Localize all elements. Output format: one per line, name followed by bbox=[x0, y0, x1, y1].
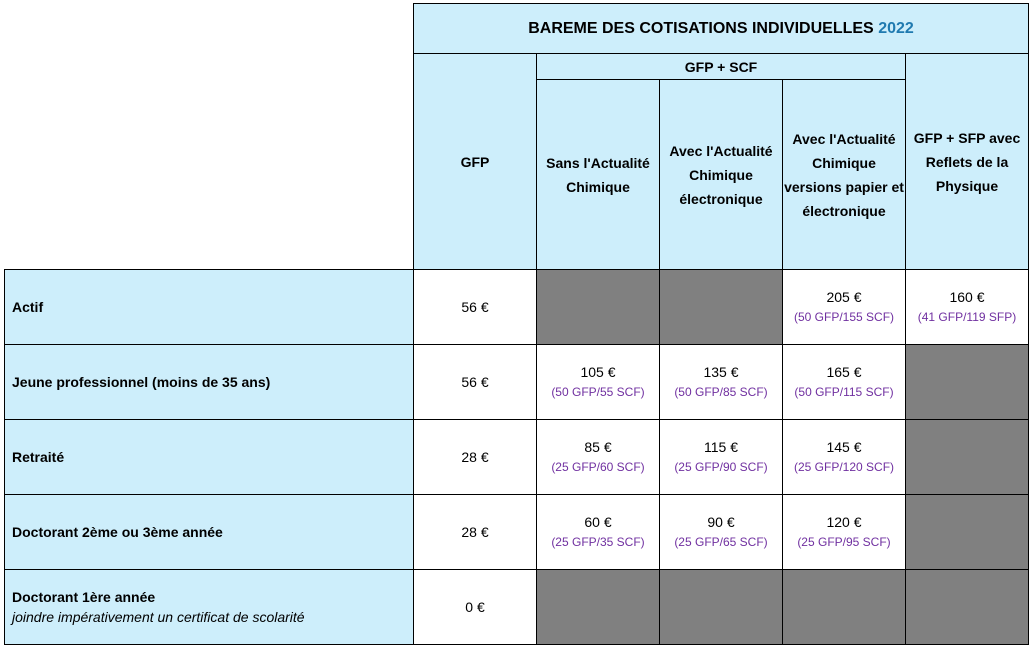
header-avec-electronique bbox=[659, 79, 783, 270]
header-sans-label: Sans l'Actualité Chimique bbox=[546, 154, 650, 195]
row-header bbox=[4, 569, 414, 645]
price-breakdown: (50 GFP/155 SCF) bbox=[793, 310, 895, 324]
title-text: BAREME DES COTISATIONS INDIVIDUELLES bbox=[528, 19, 874, 37]
price-value: 90 € bbox=[707, 514, 735, 530]
unavailable-cell bbox=[536, 569, 660, 645]
price-breakdown: (50 GFP/115 SCF) bbox=[794, 385, 894, 399]
header-gfp-scf-label: GFP + SCF bbox=[684, 58, 758, 75]
header-gfp bbox=[413, 53, 537, 270]
price-value: 160 € bbox=[949, 289, 985, 305]
gfp-price: 56 € bbox=[461, 299, 489, 315]
price-value: 105 € bbox=[580, 364, 616, 380]
gfp-cell bbox=[413, 569, 537, 645]
header-gfp-sfp bbox=[905, 53, 1029, 270]
row-label: Actif bbox=[12, 299, 44, 315]
header-avec-papier-electronique bbox=[782, 79, 906, 270]
price-breakdown: (41 GFP/119 SFP) bbox=[917, 310, 1017, 324]
title-year: 2022 bbox=[878, 19, 914, 37]
sfp-cell bbox=[905, 269, 1029, 345]
row-header bbox=[4, 344, 414, 420]
price-breakdown: (25 GFP/95 SCF) bbox=[797, 535, 891, 549]
price-breakdown: (25 GFP/65 SCF) bbox=[674, 535, 768, 549]
unavailable-cell bbox=[905, 344, 1029, 420]
price-value: 85 € bbox=[584, 439, 612, 455]
row-label: Jeune professionnel (moins de 35 ans) bbox=[12, 374, 271, 390]
sans-cell bbox=[536, 494, 660, 570]
row-label: Doctorant 1ère année bbox=[12, 589, 156, 605]
price-breakdown: (25 GFP/60 SCF) bbox=[551, 460, 645, 474]
header-gfp-label: GFP bbox=[460, 153, 490, 170]
price-value: 120 € bbox=[826, 514, 862, 530]
unavailable-cell bbox=[905, 494, 1029, 570]
price-value: 165 € bbox=[826, 364, 862, 380]
elec-cell bbox=[659, 419, 783, 495]
papier-cell bbox=[782, 344, 906, 420]
header-sfp-label: GFP + SFP avec Reflets de la Physique bbox=[913, 129, 1021, 194]
price-value: 60 € bbox=[584, 514, 612, 530]
unavailable-cell bbox=[782, 569, 906, 645]
sans-cell bbox=[536, 344, 660, 420]
gfp-cell bbox=[413, 419, 537, 495]
unavailable-cell bbox=[659, 569, 783, 645]
gfp-price: 0 € bbox=[465, 599, 485, 615]
row-header bbox=[4, 419, 414, 495]
row-header bbox=[4, 269, 414, 345]
price-value: 145 € bbox=[826, 439, 862, 455]
gfp-price: 28 € bbox=[461, 449, 489, 465]
sans-cell bbox=[536, 419, 660, 495]
header-sans-actualite bbox=[536, 79, 660, 270]
row-label: Doctorant 2ème ou 3ème année bbox=[12, 524, 223, 540]
price-value: 135 € bbox=[703, 364, 739, 380]
papier-cell bbox=[782, 494, 906, 570]
elec-cell bbox=[659, 494, 783, 570]
row-note: joindre impérativement un certificat de scolarité bbox=[12, 609, 305, 625]
price-breakdown: (50 GFP/85 SCF) bbox=[674, 385, 768, 399]
gfp-cell bbox=[413, 344, 537, 420]
price-breakdown: (25 GFP/90 SCF) bbox=[674, 460, 768, 474]
row-header bbox=[4, 494, 414, 570]
unavailable-cell bbox=[536, 269, 660, 345]
price-breakdown: (25 GFP/120 SCF) bbox=[793, 460, 895, 474]
row-label: Retraité bbox=[12, 449, 65, 465]
gfp-cell bbox=[413, 269, 537, 345]
price-value: 205 € bbox=[826, 289, 862, 305]
price-value: 115 € bbox=[704, 439, 738, 455]
price-breakdown: (25 GFP/35 SCF) bbox=[551, 535, 645, 549]
gfp-price: 56 € bbox=[461, 374, 489, 390]
unavailable-cell bbox=[659, 269, 783, 345]
header-elec-label: Avec l'Actualité Chimique électronique bbox=[669, 142, 773, 207]
unavailable-cell bbox=[905, 569, 1029, 645]
elec-cell bbox=[659, 344, 783, 420]
header-gfp-scf bbox=[536, 53, 906, 80]
price-breakdown: (50 GFP/55 SCF) bbox=[551, 385, 645, 399]
papier-cell bbox=[782, 269, 906, 345]
header-papier-label: Avec l'Actualité Chimique versions papier et électronique bbox=[784, 130, 904, 219]
papier-cell bbox=[782, 419, 906, 495]
gfp-price: 28 € bbox=[461, 524, 489, 540]
gfp-cell bbox=[413, 494, 537, 570]
table-title bbox=[413, 3, 1029, 54]
unavailable-cell bbox=[905, 419, 1029, 495]
